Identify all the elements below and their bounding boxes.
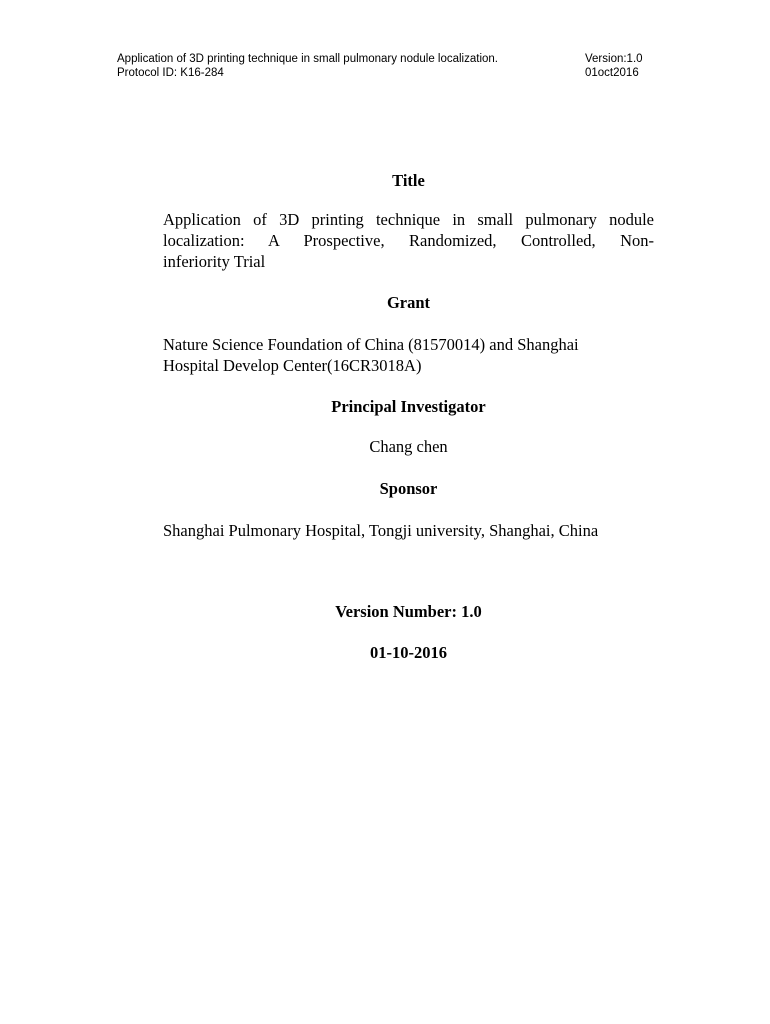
title-text bbox=[163, 209, 654, 272]
page-header bbox=[117, 52, 667, 80]
principal-investigator-heading: Principal Investigator bbox=[331, 397, 486, 416]
grant-text bbox=[163, 334, 654, 376]
header-study-title: Application of 3D printing technique in small pulmonary nodule localization. bbox=[117, 53, 498, 65]
sponsor-text: Shanghai Pulmonary Hospital, Tongji university, Shanghai, China bbox=[163, 521, 599, 540]
version-date: 01-10-2016 bbox=[370, 643, 447, 662]
header-row-2 bbox=[117, 66, 667, 80]
header-row-1 bbox=[117, 52, 667, 66]
title-text-line: localization: A Prospective, Randomized, Controlled, Non- bbox=[163, 231, 654, 250]
title-text-line: Application of 3D printing technique in small pulmonary nodule bbox=[163, 210, 654, 229]
title-text-line: inferiority Trial bbox=[163, 252, 266, 271]
title-heading: Title bbox=[392, 171, 425, 190]
header-version: Version:1.0 bbox=[585, 53, 643, 65]
sponsor-heading: Sponsor bbox=[379, 479, 438, 498]
version-number: Version Number: 1.0 bbox=[335, 602, 482, 621]
principal-investigator-name: Chang chen bbox=[369, 437, 448, 456]
grant-heading: Grant bbox=[386, 293, 431, 312]
header-date: 01oct2016 bbox=[585, 67, 639, 79]
grant-text-line: Hospital Develop Center(16CR3018A) bbox=[163, 356, 422, 375]
grant-text-line: Nature Science Foundation of China (81570014) and Shanghai bbox=[163, 335, 579, 354]
header-protocol-id: Protocol ID: K16-284 bbox=[117, 67, 224, 79]
